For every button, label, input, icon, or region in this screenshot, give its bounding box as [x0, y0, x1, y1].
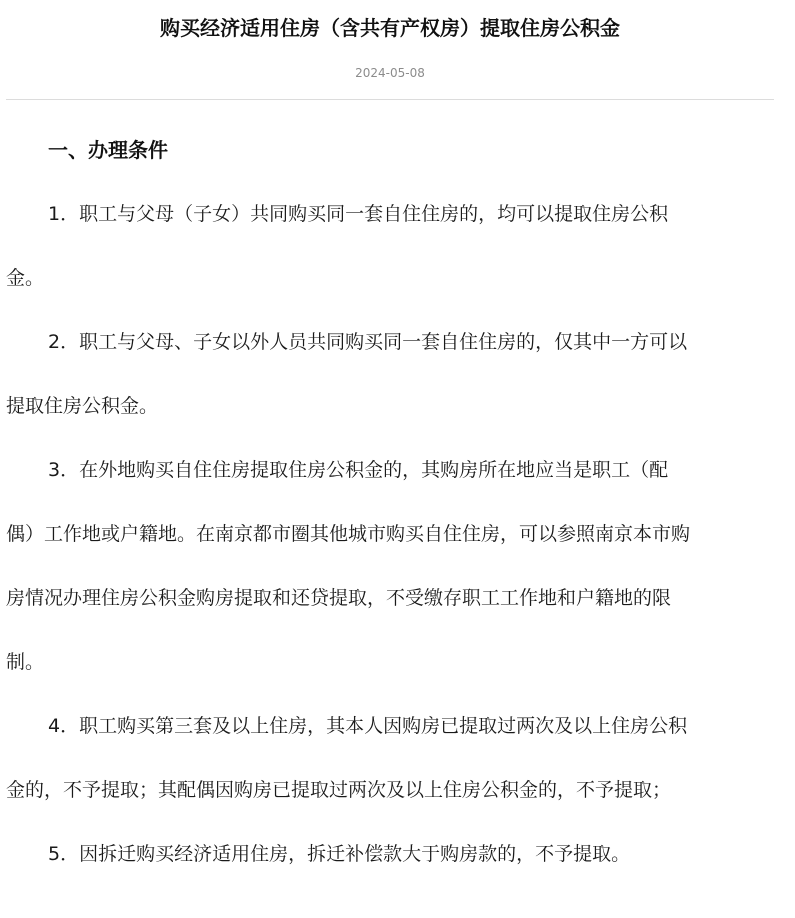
paragraph-line: 金的，不予提取；其配偶因购房已提取过两次及以上住房公积金的，不予提取； — [6, 779, 672, 801]
paragraph-line: 4．职工购买第三套及以上住房，其本人因购房已提取过两次及以上住房公积 — [48, 715, 688, 737]
paragraph-line: 1．职工与父母（子女）共同购买同一套自住住房的，均可以提取住房公积 — [48, 203, 669, 225]
paragraph-line: 5．因拆迁购买经济适用住房，拆迁补偿款大于购房款的，不予提取。 — [48, 843, 631, 865]
paragraph-3 — [6, 438, 776, 694]
paragraph-line: 提取住房公积金。 — [6, 395, 159, 417]
paragraph-line: 金。 — [6, 267, 45, 289]
title-divider — [6, 99, 774, 100]
paragraph-line: 3．在外地购买自住住房提取住房公积金的，其购房所在地应当是职工（配 — [48, 459, 669, 481]
paragraph-2 — [6, 310, 776, 438]
paragraph-line: 2．职工与父母、子女以外人员共同购买同一套自住住房的，仅其中一方可以 — [48, 331, 688, 353]
paragraph-line: 偶）工作地或户籍地。在南京都市圈其他城市购买自住住房，可以参照南京本市购 — [6, 523, 691, 545]
article-title: 购买经济适用住房（含共有产权房）提取住房公积金 — [160, 16, 620, 40]
paragraph-1 — [6, 182, 776, 310]
paragraph-5 — [6, 822, 776, 886]
paragraph-line: 制。 — [6, 651, 45, 673]
paragraph-4 — [6, 694, 776, 822]
paragraph-line: 房情况办理住房公积金购房提取和还贷提取，不受缴存职工工作地和户籍地的限 — [6, 587, 672, 609]
publish-date: 2024-05-08 — [355, 66, 425, 80]
section-heading: 一、办理条件 — [48, 138, 168, 162]
article-body — [6, 118, 776, 886]
